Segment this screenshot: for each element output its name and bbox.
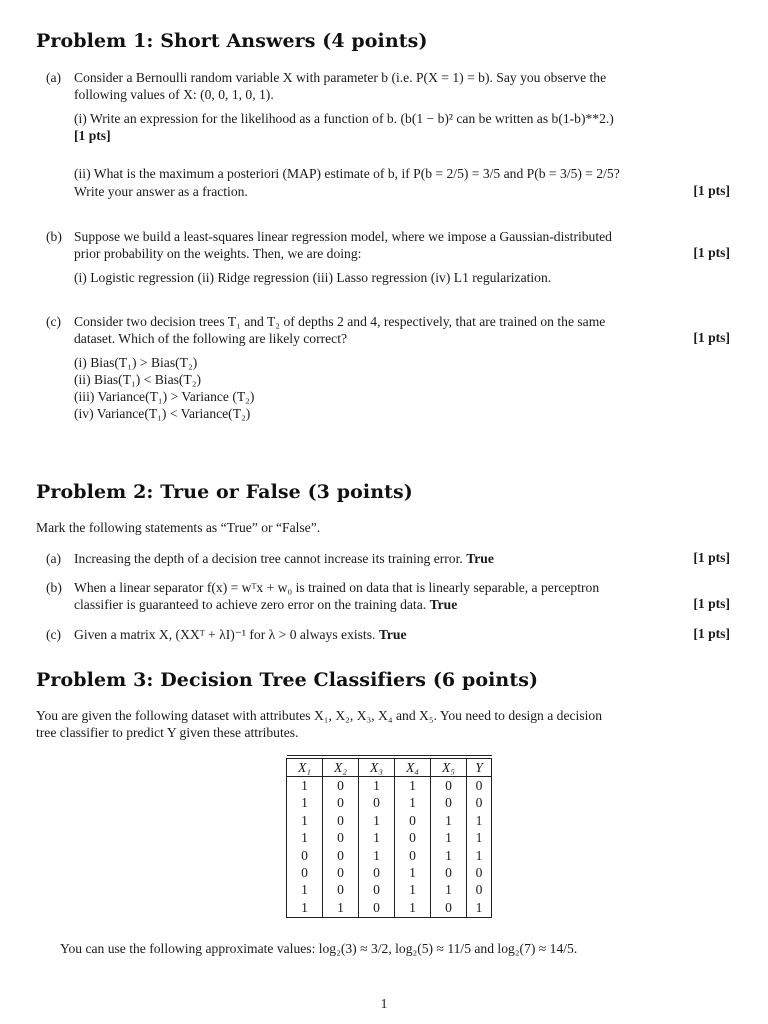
table-cell: 1 <box>467 812 492 829</box>
table-row <box>287 882 492 899</box>
p3-intro-line2: tree classifier to predict Y given these attributes. <box>36 725 299 740</box>
table-cell: 0 <box>467 882 492 899</box>
table-cell: 0 <box>323 830 359 847</box>
column-header: X₅ <box>431 759 467 777</box>
table-cell: 1 <box>287 812 323 829</box>
table-cell: 1 <box>431 847 467 864</box>
problem-3-title: Problem 3: Decision Tree Classifiers (6 points) <box>36 669 539 691</box>
p1c-option: (i) Bias(T₁) > Bias(T₂) <box>74 355 198 370</box>
table-cell: 0 <box>323 882 359 899</box>
table-cell: 1 <box>359 830 395 847</box>
p2c-label: (c) <box>46 627 62 642</box>
table-cell: 1 <box>467 830 492 847</box>
p1c-points: [1 pts] <box>693 330 730 345</box>
table-cell: 1 <box>359 847 395 864</box>
p2a-points: [1 pts] <box>693 550 730 565</box>
table-cell: 1 <box>395 777 431 794</box>
table-cell: 0 <box>323 847 359 864</box>
p2c-points: [1 pts] <box>693 626 730 641</box>
table-cell: 0 <box>323 795 359 812</box>
p2a-text: Increasing the depth of a decision tree cannot increase its training error. <box>74 551 463 566</box>
p1a-ii-points: [1 pts] <box>693 183 730 198</box>
p1c-option: (ii) Bias(T₁) < Bias(T₂) <box>74 372 201 387</box>
p1a-i-points: [1 pts] <box>74 128 111 143</box>
p1b-options: (i) Logistic regression (ii) Ridge regression (iii) Lasso regression (iv) L1 regularization. <box>74 270 552 285</box>
table-cell: 1 <box>287 882 323 899</box>
table-cell: 0 <box>359 864 395 881</box>
p1a-line2: following values of X: (0, 0, 1, 0, 1). <box>74 87 274 102</box>
table-cell: 0 <box>359 899 395 917</box>
column-header: X₂ <box>323 759 359 777</box>
p2a-label: (a) <box>46 551 62 566</box>
table-body <box>287 777 492 917</box>
table-cell: 1 <box>431 882 467 899</box>
table-cell: 1 <box>287 795 323 812</box>
p1c-option: (iv) Variance(T₁) < Variance(T₂) <box>74 406 251 421</box>
p1b-points: [1 pts] <box>693 245 730 260</box>
p1a-i-question: (i) Write an expression for the likelihood as a function of b. (b(1 − b)² can be written as b(1-b)**2.) <box>74 111 614 126</box>
p2-intro: Mark the following statements as “True” or “False”. <box>36 520 321 535</box>
table-cell: 1 <box>395 882 431 899</box>
table-row <box>287 899 492 917</box>
table-row <box>287 864 492 881</box>
table-cell: 0 <box>359 882 395 899</box>
table-row <box>287 812 492 829</box>
p2a-statement <box>74 550 494 567</box>
table-row <box>287 830 492 847</box>
table-cell: 0 <box>323 777 359 794</box>
table-cell: 0 <box>323 812 359 829</box>
p1a-label: (a) <box>46 70 62 85</box>
table-cell: 0 <box>395 847 431 864</box>
table-cell: 1 <box>431 812 467 829</box>
table-header-row <box>287 759 492 777</box>
p1b-line1: Suppose we build a least-squares linear regression model, where we impose a Gaussian-distributed <box>74 229 612 244</box>
table-cell: 0 <box>431 899 467 917</box>
table-cell: 1 <box>395 864 431 881</box>
p1a-ii-line2: Write your answer as a fraction. <box>74 184 248 199</box>
p1a-ii-question: (ii) What is the maximum a posteriori (MAP) estimate of b, if P(b = 2/5) = 3/5 and P(b = 3/5) = 2/5? <box>74 166 620 181</box>
table-row <box>287 795 492 812</box>
p2b-line2-wrap <box>74 596 457 613</box>
table-cell: 1 <box>395 795 431 812</box>
problem-1-title: Problem 1: Short Answers (4 points) <box>36 30 428 52</box>
table-cell: 1 <box>359 812 395 829</box>
p1b-label: (b) <box>46 229 62 244</box>
column-header: Y <box>467 759 492 777</box>
p1a-line1: Consider a Bernoulli random variable X with parameter b (i.e. P(X = 1) = b). Say you observe the <box>74 70 607 85</box>
table-cell: 0 <box>395 830 431 847</box>
column-header: X₄ <box>395 759 431 777</box>
table-row <box>287 847 492 864</box>
table-cell: 0 <box>431 795 467 812</box>
p1c-line2: dataset. Which of the following are likely correct? <box>74 331 348 346</box>
table-cell: 1 <box>287 899 323 917</box>
column-header: X₃ <box>359 759 395 777</box>
p2c-statement <box>74 626 407 643</box>
table-cell: 0 <box>359 795 395 812</box>
p3-log-note: You can use the following approximate values: log₂(3) ≈ 3/2, log₂(5) ≈ 11/5 and log₂(7) ≈ 14/5. <box>60 941 578 956</box>
p2b-label: (b) <box>46 580 62 595</box>
p1c-option: (iii) Variance(T₁) > Variance (T₂) <box>74 389 255 404</box>
table-row <box>287 777 492 794</box>
p1b-line2: prior probability on the weights. Then, we are doing: <box>74 246 362 261</box>
table-cell: 0 <box>287 864 323 881</box>
p2c-text: Given a matrix X, (XXᵀ + λI)⁻¹ for λ > 0 always exists. <box>74 627 376 642</box>
table-cell: 0 <box>395 812 431 829</box>
table-cell: 0 <box>287 847 323 864</box>
table-cell: 1 <box>467 899 492 917</box>
page-number: 1 <box>380 996 388 1011</box>
dataset-table <box>286 758 492 918</box>
p2b-line2: classifier is guaranteed to achieve zero error on the training data. <box>74 597 427 612</box>
table-cell: 0 <box>431 777 467 794</box>
p2c-answer: True <box>378 627 407 642</box>
table-cell: 1 <box>359 777 395 794</box>
table-cell: 0 <box>467 864 492 881</box>
table-cell: 0 <box>467 795 492 812</box>
table-cell: 1 <box>323 899 359 917</box>
table-cell: 1 <box>467 847 492 864</box>
table-cell: 0 <box>323 864 359 881</box>
p1c-line1: Consider two decision trees T₁ and T₂ of depths 2 and 4, respectively, that are trained on the same <box>74 314 606 329</box>
table-cell: 1 <box>431 830 467 847</box>
p2b-line1: When a linear separator f(x) = wᵀx + w₀ is trained on data that is linearly separable, a perceptron <box>74 580 600 595</box>
p1c-label: (c) <box>46 314 62 329</box>
table-cell: 1 <box>287 777 323 794</box>
p2b-answer: True <box>429 597 458 612</box>
p2b-points: [1 pts] <box>693 596 730 611</box>
p3-intro-line1: You are given the following dataset with attributes X₁, X₂, X₃, X₄ and X₅. You need to design a decision <box>36 708 602 723</box>
table-cell: 1 <box>395 899 431 917</box>
table-cell: 1 <box>287 830 323 847</box>
p2a-answer: True <box>466 551 494 566</box>
column-header: X₁ <box>287 759 323 777</box>
problem-2-title: Problem 2: True or False (3 points) <box>36 481 413 503</box>
table-cell: 0 <box>467 777 492 794</box>
table-cell: 0 <box>431 864 467 881</box>
